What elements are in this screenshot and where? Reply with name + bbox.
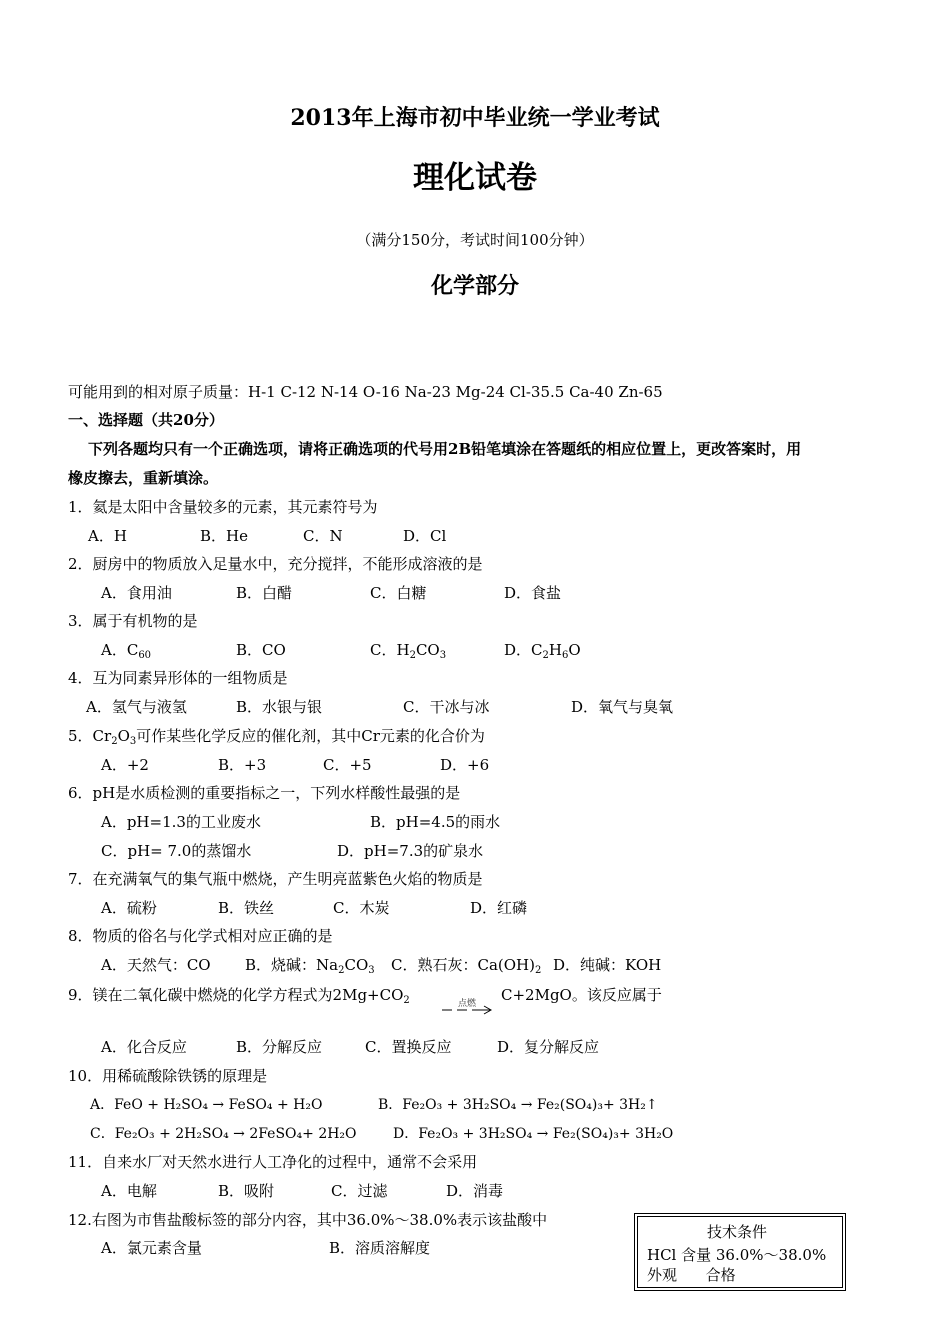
q11-option-b: B．吸附 — [218, 1182, 275, 1200]
q3-option-c: C．$H_2CO_3$ — [370, 641, 447, 661]
q6-option-a: A．pH=1.3的工业废水 — [101, 813, 261, 831]
q2-option-d: D．食盐 — [504, 584, 562, 602]
q6-option-d: D．pH=7.3的矿泉水 — [337, 842, 484, 860]
q5-stem: 5．$Cr_2O_3$可作某些化学反应的催化剂，其中Cr元素的化合价为 — [68, 727, 485, 747]
q7-option-a: A．硫粉 — [101, 899, 157, 917]
q10-option-a: A．FeO + H₂SO₄ → FeSO₄ + H₂O — [90, 1097, 323, 1113]
q9-option-b: B．分解反应 — [236, 1038, 323, 1056]
instruction-line2: 橡皮擦去，重新填涂。 — [68, 469, 219, 487]
q9-stem-part2: C+2MgO。该反应属于 — [501, 986, 662, 1004]
q9-stem-part1: 9．镁在二氧化碳中燃烧的化学方程式为$2Mg+CO_2$ — [68, 986, 410, 1006]
section-title: 化学部分 — [430, 273, 519, 299]
q6-stem: 6．pH是水质检测的重要指标之一，下列水样酸性最强的是 — [68, 784, 461, 802]
q12-stem: 12.右图为市售盐酸标签的部分内容，其中36.0%～38.0%表示该盐酸中 — [68, 1211, 548, 1229]
q11-option-d: D．消毒 — [446, 1182, 504, 1200]
q10-option-b: B．Fe₂O₃ + 3H₂SO₄ → Fe₂(SO₄)₃+ 3H₂↑ — [378, 1097, 658, 1113]
paper-title: 理化试卷 — [413, 160, 537, 196]
instruction-line1: 下列各题均只有一个正确选项，请将正确选项的代号用2B铅笔填涂在答题纸的相应位置上，更改答案时，用 — [88, 440, 802, 458]
q7-stem: 7．在充满氧气的集气瓶中燃烧，产生明亮蓝紫色火焰的物质是 — [68, 870, 483, 888]
q5-option-c: C．+5 — [323, 756, 372, 774]
q4-option-a: A．氢气与液氢 — [86, 698, 187, 716]
q9-condition: 点燃 — [458, 999, 477, 1009]
hcl-label-box — [634, 1213, 846, 1291]
q8-stem: 8．物质的俗名与化学式相对应正确的是 — [68, 927, 333, 945]
q1-stem: 1．氦是太阳中含量较多的元素，其元素符号为 — [68, 498, 378, 516]
q1-option-b: B．He — [200, 527, 248, 545]
q3-option-b: B．CO — [236, 641, 286, 659]
q3-option-d: D．$C_2H_6O$ — [504, 641, 581, 661]
q12-option-a: A．氯元素含量 — [101, 1239, 202, 1257]
q4-option-d: D．氧气与臭氧 — [571, 698, 674, 716]
q8-option-d: D．纯碱：KOH — [553, 956, 662, 974]
q11-option-a: A．电解 — [101, 1182, 157, 1200]
atomic-masses: 可能用到的相对原子质量：H-1 C-12 N-14 O-16 Na-23 Mg-24 Cl-35.5 Ca-40 Zn-65 — [68, 383, 663, 401]
q9-option-a: A．化合反应 — [101, 1038, 187, 1056]
q7-option-d: D．红磷 — [470, 899, 528, 917]
q9-option-d: D．复分解反应 — [497, 1038, 600, 1056]
q7-option-c: C．木炭 — [333, 899, 390, 917]
q10-option-d: D．Fe₂O₃ + 3H₂SO₄ → Fe₂(SO₄)₃+ 3H₂O — [393, 1126, 674, 1142]
q4-option-b: B．水银与银 — [236, 698, 323, 716]
q2-option-a: A．食用油 — [101, 584, 172, 602]
q3-option-a: A．$C_{60}$ — [101, 641, 152, 661]
q6-option-b: B．pH=4.5的雨水 — [370, 813, 501, 831]
q5-option-d: D．+6 — [440, 756, 490, 774]
q1-option-c: C．N — [303, 527, 343, 545]
q5-option-b: B．+3 — [218, 756, 267, 774]
exam-title: 2013年上海市初中毕业统一学业考试 — [290, 105, 660, 131]
exam-info: （满分150分，考试时间100分钟） — [356, 231, 594, 249]
q1-option-d: D．Cl — [403, 527, 447, 545]
q12-option-b: B．溶质溶解度 — [329, 1239, 431, 1257]
q4-option-c: C．干冰与冰 — [403, 698, 490, 716]
q8-option-a: A．天然气：CO — [101, 956, 211, 974]
label-box-row1: HCl 含量 36.0%～38.0% — [647, 1246, 827, 1264]
q7-option-b: B．铁丝 — [218, 899, 275, 917]
q9-reaction-arrow — [440, 1003, 496, 1017]
q5-option-a: A．+2 — [101, 756, 149, 774]
part1-heading: 一、选择题（共20分） — [68, 411, 224, 429]
q9-option-c: C．置换反应 — [365, 1038, 452, 1056]
label-box-title: 技术条件 — [707, 1223, 768, 1241]
q1-option-a: A．H — [88, 527, 127, 545]
q3-stem: 3．属于有机物的是 — [68, 612, 198, 630]
q2-stem: 2．厨房中的物质放入足量水中，充分搅拌，不能形成溶液的是 — [68, 555, 483, 573]
q11-stem: 11．自来水厂对天然水进行人工净化的过程中，通常不会采用 — [68, 1153, 478, 1171]
q11-option-c: C．过滤 — [331, 1182, 388, 1200]
q2-option-c: C．白糖 — [370, 584, 427, 602]
q10-option-c: C．Fe₂O₃ + 2H₂SO₄ → 2FeSO₄+ 2H₂O — [90, 1126, 357, 1142]
q8-option-c: C．熟石灰：$Ca(OH)_2$ — [391, 956, 542, 976]
q4-stem: 4．互为同素异形体的一组物质是 — [68, 669, 288, 687]
label-box-row2: 外观 合格 — [647, 1266, 736, 1284]
q10-stem: 10．用稀硫酸除铁锈的原理是 — [68, 1067, 268, 1085]
q8-option-b: B．烧碱：$Na_2CO_3$ — [245, 956, 375, 976]
q6-option-c: C．pH= 7.0的蒸馏水 — [101, 842, 252, 860]
q2-option-b: B．白醋 — [236, 584, 293, 602]
